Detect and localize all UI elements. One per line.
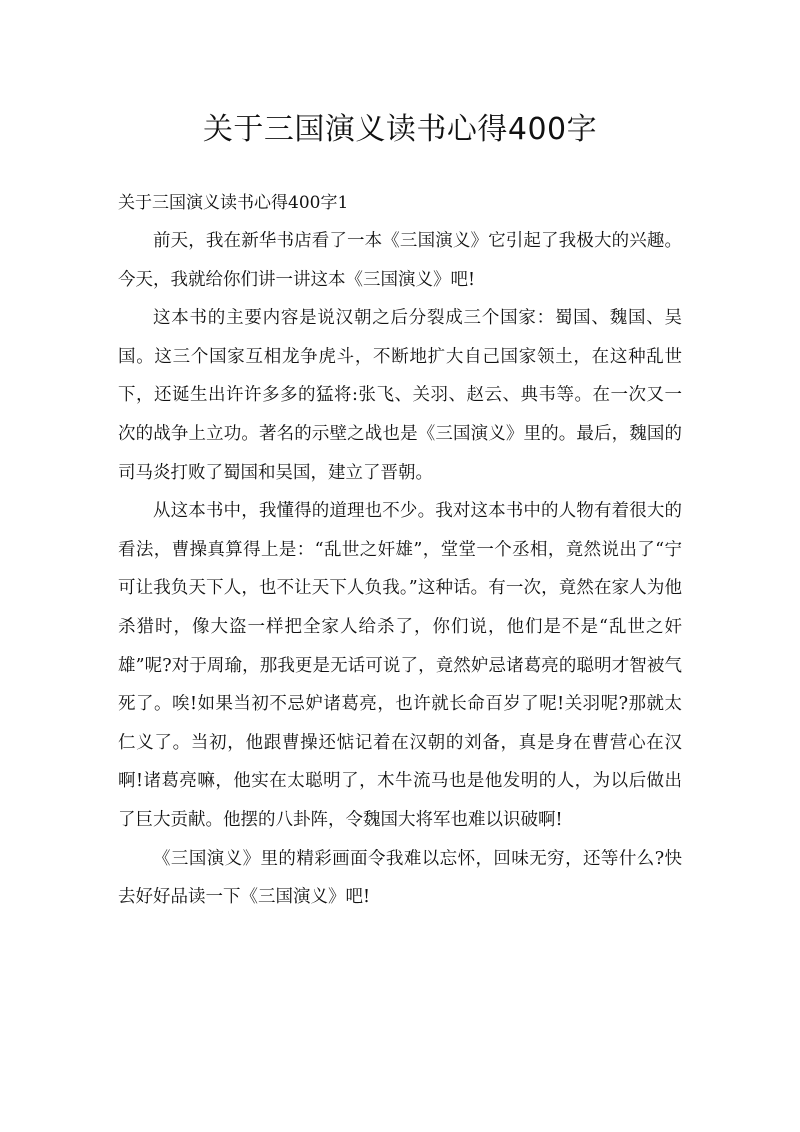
paragraph-3: 从这本书中，我懂得的道理也不少。我对这本书中的人物有着很大的看法，曹操真算得上是：“乱世之奸雄”，堂堂一个丞相，竟然说出了“宁可让我负天下人，也不让天下人负我。”这种话。有一次，竟然在家人为他杀猎时，像大盗一样把全家人给杀了，你们说，他们是不是“乱世之奸雄”呢?对于周瑜，那我更是无话可说了，竟然妒忌诸葛亮的聪明才智被气死了。唉!如果当初不忌妒诸葛亮，也许就长命百岁了呢!关羽呢?那就太仁义了。当初，他跟曹操还惦记着在汉朝的刘备，真是身在曹营心在汉啊!诸葛亮嘛，他实在太聪明了，木牛流马也是他发明的人，为以后做出了巨大贡献。他摆的八卦阵，令魏国大将军也难以识破啊! (118, 501, 682, 830)
paragraph-4: 《三国演义》里的精彩画面令我难以忘怀，回味无穷，还等什么?快去好好品读一下《三国演义》吧! (118, 848, 682, 908)
paragraph-2: 这本书的主要内容是说汉朝之后分裂成三个国家：蜀国、魏国、吴国。这三个国家互相龙争虎斗，不断地扩大自己国家领土，在这种乱世下，还诞生出许许多多的猛将:张飞、关羽、赵云、典韦等。在一次又一次的战争上立功。著名的示壁之战也是《三国演义》里的。最后，魏国的司马炎打败了蜀国和吴国，建立了晋朝。 (118, 308, 682, 483)
section-heading: 关于三国演义读书心得400字1 (118, 193, 349, 213)
paragraph-1: 前天，我在新华书店看了一本《三国演义》它引起了我极大的兴趣。今天，我就给你们讲一讲这本《三国演义》吧! (118, 231, 682, 290)
document-title: 关于三国演义读书心得400字 (202, 112, 598, 147)
